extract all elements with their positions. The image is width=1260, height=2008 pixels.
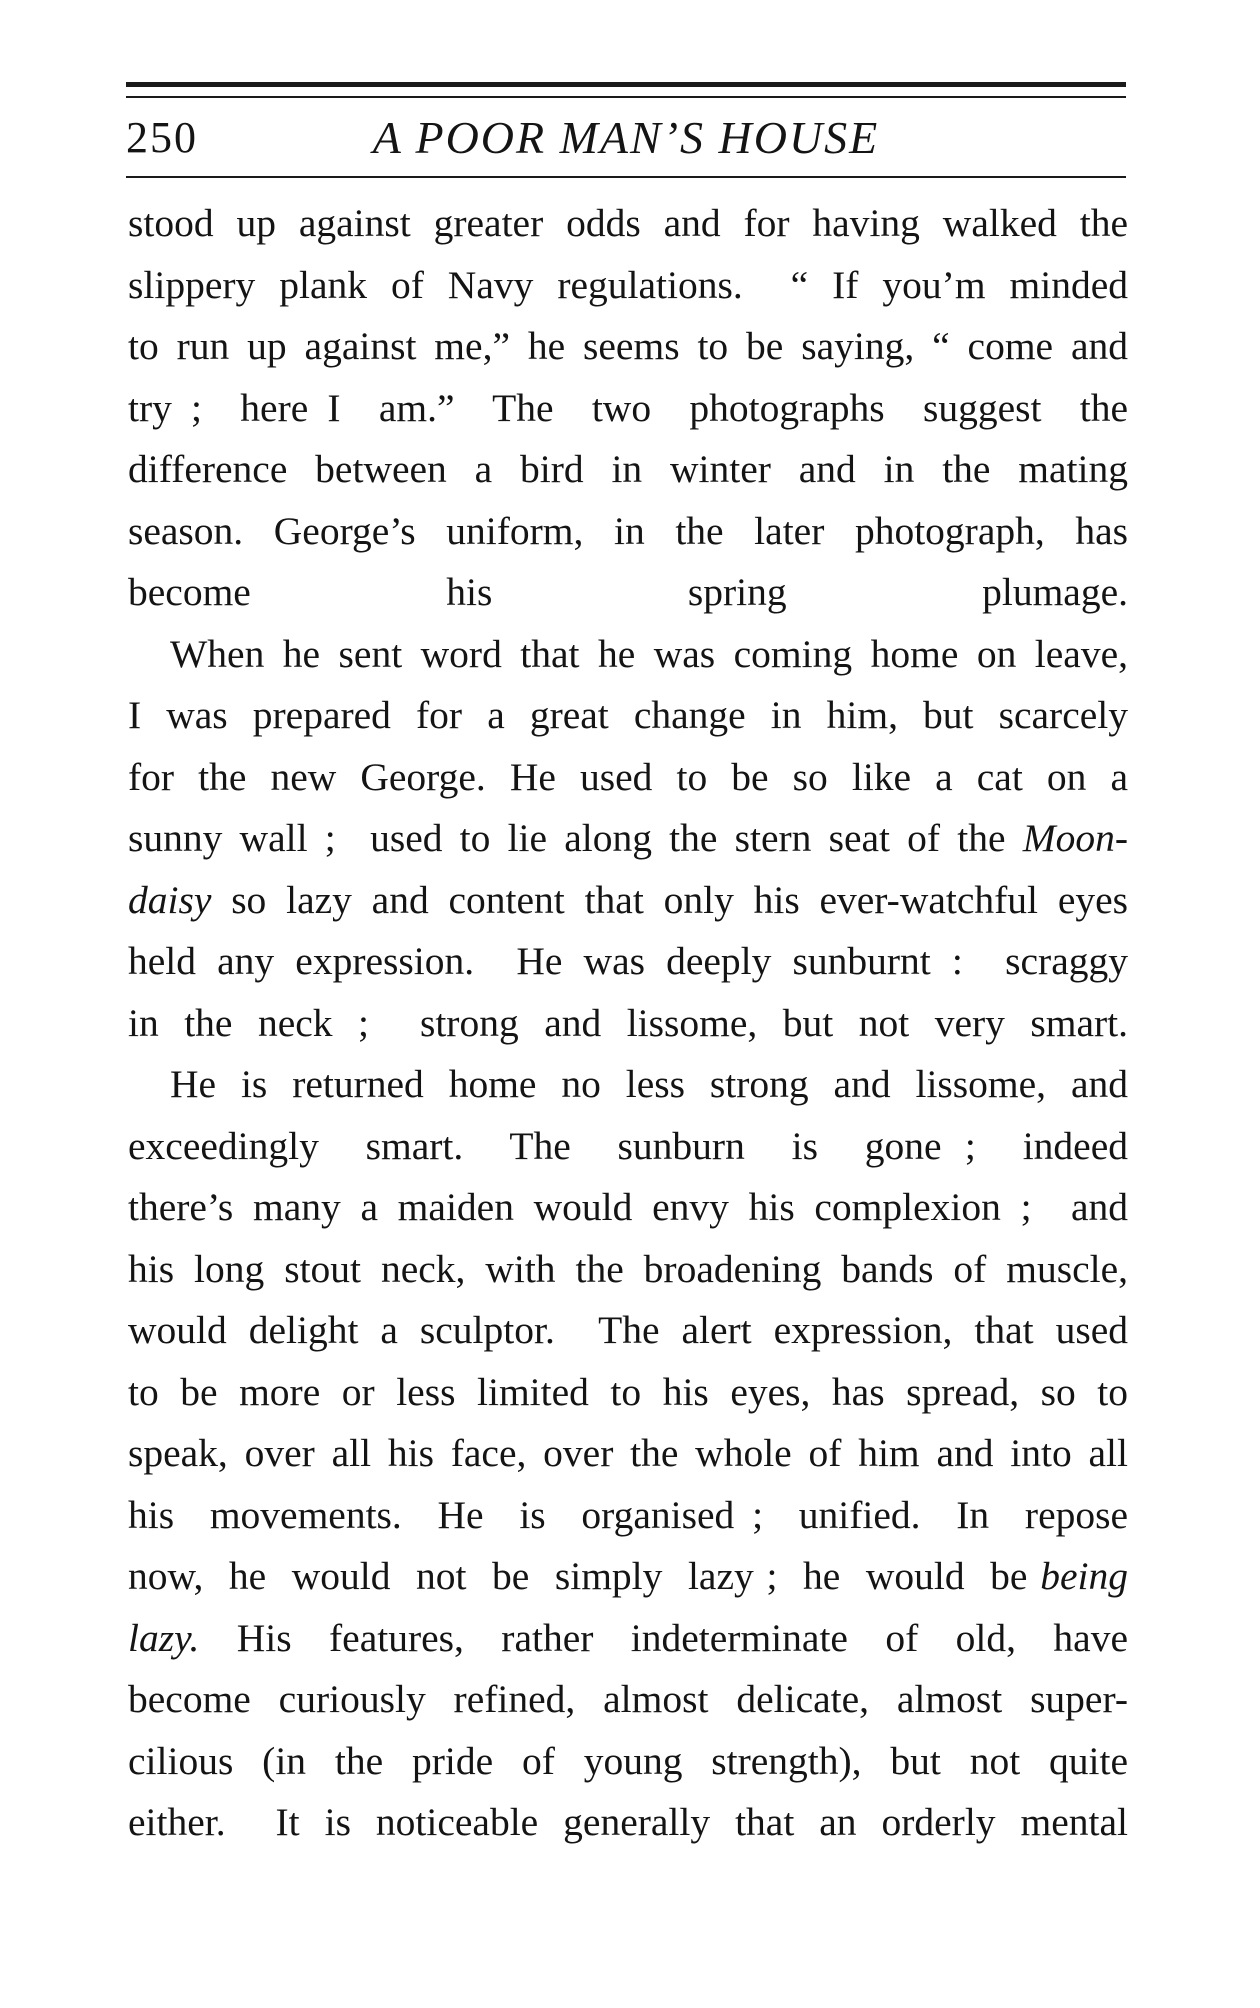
text-line-with-italic	[128, 1608, 1128, 1670]
text-line: When he sent word that he was coming home on leave,	[170, 631, 1128, 676]
text-line: exceedingly smart. The sunburn is gone ; indeed	[128, 1123, 1128, 1168]
text-run: sunny wall ; used to lie along the stern seat of the	[128, 816, 1023, 860]
text-line: He is returned home no less strong and lissome, and	[170, 1062, 1128, 1106]
text-line: speak, over all his face, over the whole of him and into all	[128, 1431, 1128, 1475]
header-rule-thin	[126, 96, 1126, 98]
text-line: slippery plank of Navy regulations. “ If you’m minded	[128, 262, 1128, 307]
running-header	[126, 108, 1126, 168]
header-rule-thick	[126, 82, 1126, 87]
text-line: would delight a sculptor. The alert expression, that used	[128, 1308, 1128, 1352]
text-line-with-italic	[128, 870, 1128, 932]
italic-word: Moon-	[1022, 816, 1128, 860]
text-line-with-italic	[128, 1546, 1128, 1608]
text-line: either. It is noticeable generally that an orderly mental	[128, 1800, 1128, 1844]
text-line: his movements. He is organised ; unified. In repose	[128, 1492, 1128, 1537]
text-line: his long stout neck, with the broadening bands of muscle,	[128, 1246, 1128, 1291]
italic-word: daisy	[128, 877, 212, 922]
text-run: so lazy and content that only his ever-watchful eyes	[231, 877, 1128, 922]
text-line: I was prepared for a great change in him, but scarcely	[128, 693, 1128, 737]
text-run: His features, rather indeterminate of old, have	[199, 1615, 1128, 1660]
header-rule-bottom	[126, 176, 1126, 178]
text-line: try ; here I am.” The two photographs suggest the	[128, 385, 1128, 430]
page-number: 250	[126, 113, 198, 162]
body-text	[128, 193, 1128, 1854]
text-line: stood up against greater odds and for having walked the	[128, 201, 1128, 245]
paragraph-1	[128, 193, 1128, 624]
text-line: cilious (in the pride of young strength), but not quite	[128, 1738, 1128, 1783]
text-line: season. George’s uniform, in the later photograph, has	[128, 508, 1128, 553]
paragraph-2	[128, 624, 1128, 1055]
text-line: difference between a bird in winter and in the mating	[128, 447, 1128, 491]
text-run: now, he would not be simply lazy ; he would be	[128, 1554, 1041, 1598]
text-line: there’s many a maiden would envy his complexion ; and	[128, 1185, 1128, 1229]
text-line: for the new George. He used to be so like a cat on a	[128, 754, 1128, 799]
text-line: to be more or less limited to his eyes, has spread, so to	[128, 1369, 1128, 1414]
paragraph-3	[128, 1054, 1128, 1854]
text-line-with-italic	[128, 808, 1128, 870]
italic-word: lazy.	[128, 1615, 200, 1660]
text-line: become his spring plumage.	[128, 570, 1128, 614]
running-title: A POOR MAN’S HOUSE	[372, 112, 880, 163]
text-line: to run up against me,” he seems to be saying, “ come and	[128, 324, 1128, 368]
text-line: become curiously refined, almost delicate, almost super-	[128, 1677, 1128, 1721]
text-line: in the neck ; strong and lissome, but not very smart.	[128, 1000, 1128, 1045]
italic-word: being	[1040, 1554, 1128, 1598]
text-line: held any expression. He was deeply sunburnt : scraggy	[128, 939, 1128, 983]
